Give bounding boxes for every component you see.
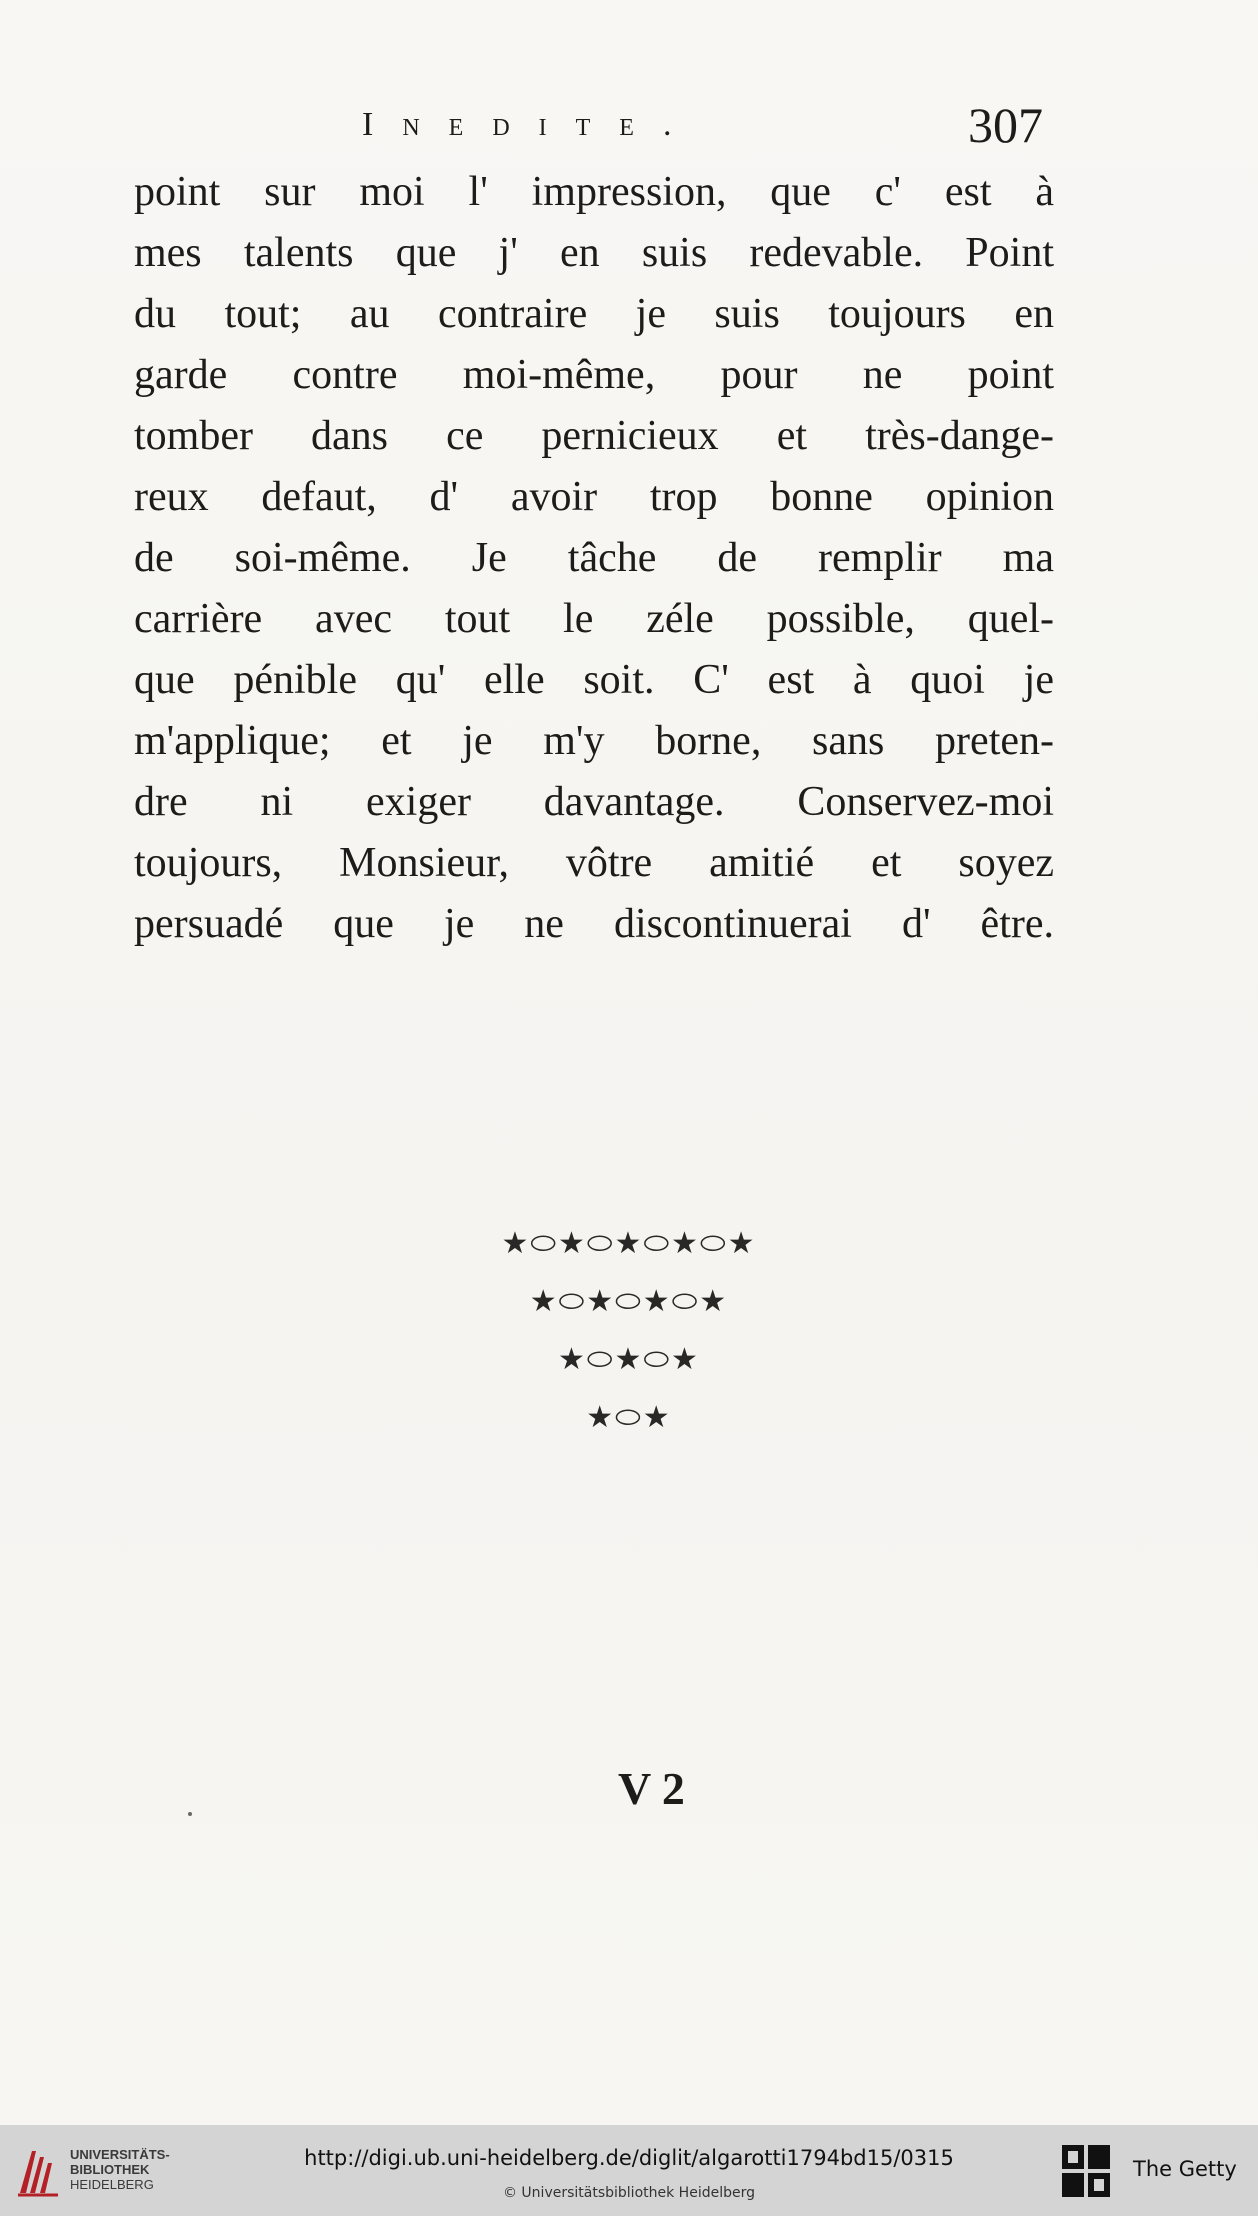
signature-mark: V 2: [618, 1763, 685, 1814]
text-line: m'applique; et je m'y borne, sans preten-: [134, 718, 1054, 764]
running-head: [0, 96, 1258, 156]
text-line: que pénible qu' elle soit. C' est à quoi je: [134, 657, 1054, 703]
copyright-notice: © Universitätsbibliothek Heidelberg: [502, 2185, 755, 2201]
text-line: de soi-même. Je tâche de remplir ma: [134, 535, 1054, 581]
page-number: 307: [968, 97, 1043, 153]
getty-logo-icon: [1060, 2143, 1112, 2199]
ornament-row: ★⬭★⬭★⬭★⬭★: [501, 1226, 757, 1261]
footer-bar: [0, 2125, 1258, 2216]
text-line: du tout; au contraire je suis toujours en: [134, 291, 1054, 337]
ornament-row: ★⬭★⬭★: [558, 1342, 700, 1377]
text-line: tomber dans ce pernicieux et très-dange-: [134, 413, 1054, 459]
ornament-row: ★⬭★: [586, 1400, 672, 1435]
text-line: garde contre moi-même, pour ne point: [134, 352, 1054, 398]
text-line: persuadé que je ne discontinuerai d' être.: [134, 901, 1054, 947]
text-line: mes talents que j' en suis redevable. Point: [134, 230, 1054, 276]
library-name-line: UNIVERSITÄTS-: [70, 2147, 170, 2162]
library-name-line: BIBLIOTHEK: [70, 2162, 150, 2177]
tailpiece-ornament: [0, 1215, 1258, 1447]
text-line: carrière avec tout le zéle possible, quel-: [134, 596, 1054, 642]
text-line: point sur moi l' impression, que c' est à: [134, 169, 1054, 215]
text-line: toujours, Monsieur, vôtre amitié et soyez: [134, 840, 1054, 886]
permalink-url[interactable]: http://digi.ub.uni-heidelberg.de/diglit/algarotti1794bd15/0315: [304, 2146, 954, 2170]
running-title: Inedite.: [362, 106, 701, 143]
library-name-line: HEIDELBERG: [70, 2177, 154, 2192]
ornament-row: ★⬭★⬭★⬭★: [529, 1284, 729, 1319]
text-line: dre ni exiger davantage. Conservez-moi: [134, 779, 1054, 825]
body-text: [134, 162, 1054, 955]
sponsor-name: The Getty: [1133, 2157, 1237, 2181]
ink-speck: [188, 1812, 192, 1816]
text-line: reux defaut, d' avoir trop bonne opinion: [134, 474, 1054, 520]
